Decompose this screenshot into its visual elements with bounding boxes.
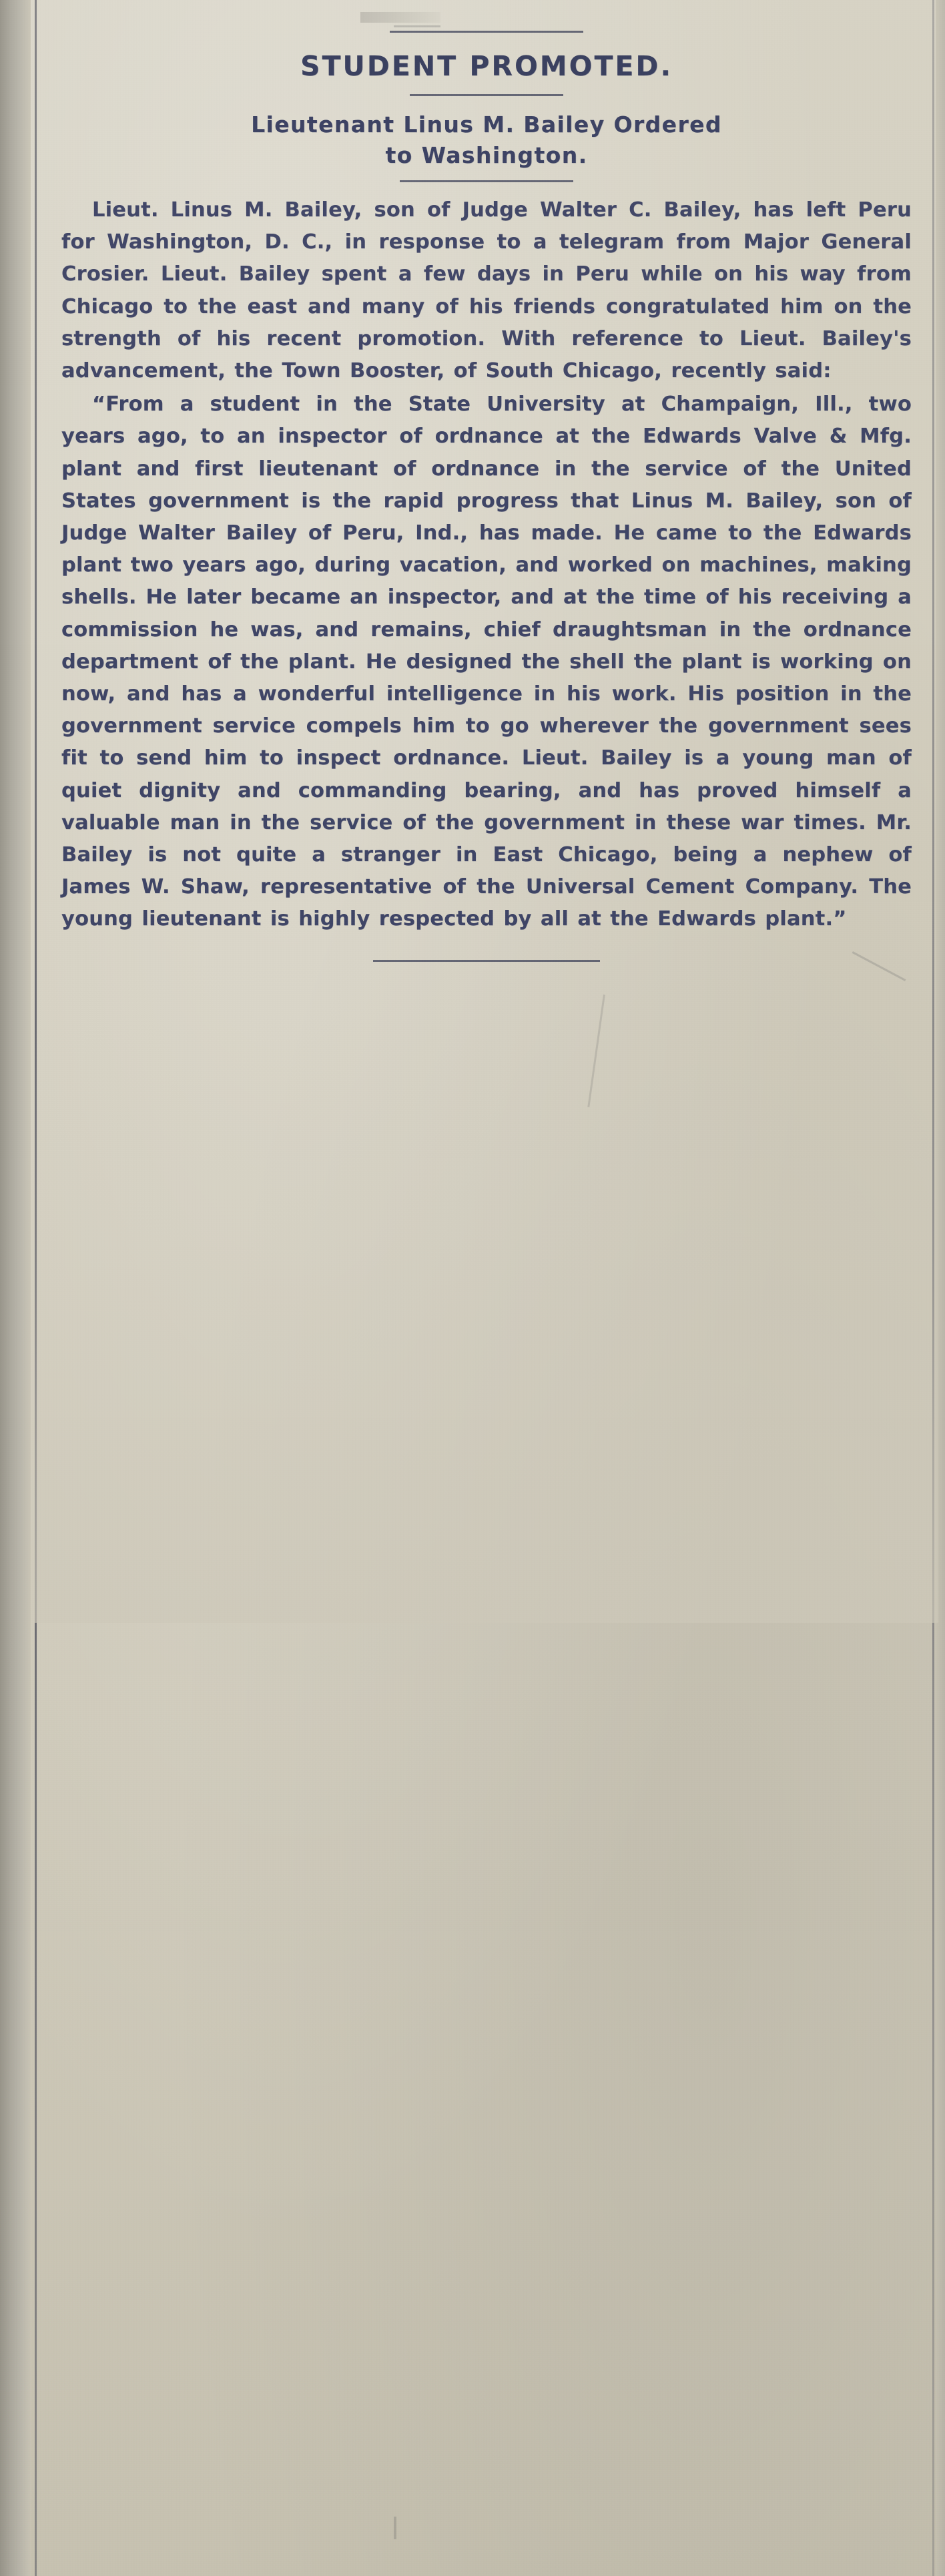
divider-below-headline	[410, 94, 563, 96]
divider-above-headline	[390, 31, 583, 33]
paragraph-1	[61, 194, 912, 387]
paper-smudge-top	[360, 12, 440, 23]
paragraph-2	[61, 389, 912, 935]
article-column	[47, 0, 934, 2576]
article-body	[61, 194, 912, 936]
ink-fade-overlay	[35, 1022, 938, 1623]
page-right-edge	[936, 0, 945, 2576]
pencil-mark-center	[587, 995, 622, 1109]
divider-below-subheadline	[400, 180, 573, 182]
headline: STUDENT PROMOTED.	[300, 50, 673, 82]
subheadline-line-1: Lieutenant Linus M. Bailey Ordered	[251, 111, 722, 138]
paragraph-2-text: “From a student in the State University at Champaign, Ill., two years ago, to an inspector of ordnance at the Edwards Valve & Mfg. plant and first lieutenant of ordnance in the service of the United States government is the rapid progress that Linus M. Bailey, son of Judge Walter Bailey of Peru, Ind., has made. He came to the Edwards plant two years ago, during vacation, and worked on machines, making shells. He later became an inspector, and at the time of his receiving a commission he was, and remains, chief draughtsman in the ordnance department of the plant. He designed the shell the plant is working on now, and has a wonderful intelligence in his work. His position in the government service compels him to go wherever the government sees fit to send him to inspect ordnance. Lieut. Bailey is a young man of quiet dignity and commanding bearing, and has proved himself a valuable man in the service of the government in these war times. Mr. Bailey is not quite a stranger in East Chicago, being a nephew of James W. Shaw, representative of the Universal Cement Company. The young lieutenant is highly respected by all at the Edwards plant.”	[61, 393, 912, 931]
column-rule-left	[35, 0, 37, 2576]
pencil-mark-top	[394, 25, 440, 27]
page-left-gutter	[0, 0, 31, 2576]
paragraph-1-text: Lieut. Linus M. Bailey, son of Judge Walter C. Bailey, has left Peru for Washington, D. C., in response to a telegram from Major General Crosier. Lieut. Bailey spent a few days in Peru while on his way from Chicago to the east and many of his friends congratulated him on the strength of his recent promotion. With reference to Lieut. Bailey's advancement, the Town Booster, of South Chicago, recently said:	[61, 198, 912, 383]
pencil-mark-bottom	[394, 2517, 396, 2539]
pencil-mark-right	[852, 951, 906, 981]
subheadline-line-2: to Washington.	[385, 142, 588, 168]
divider-bottom	[373, 960, 600, 962]
